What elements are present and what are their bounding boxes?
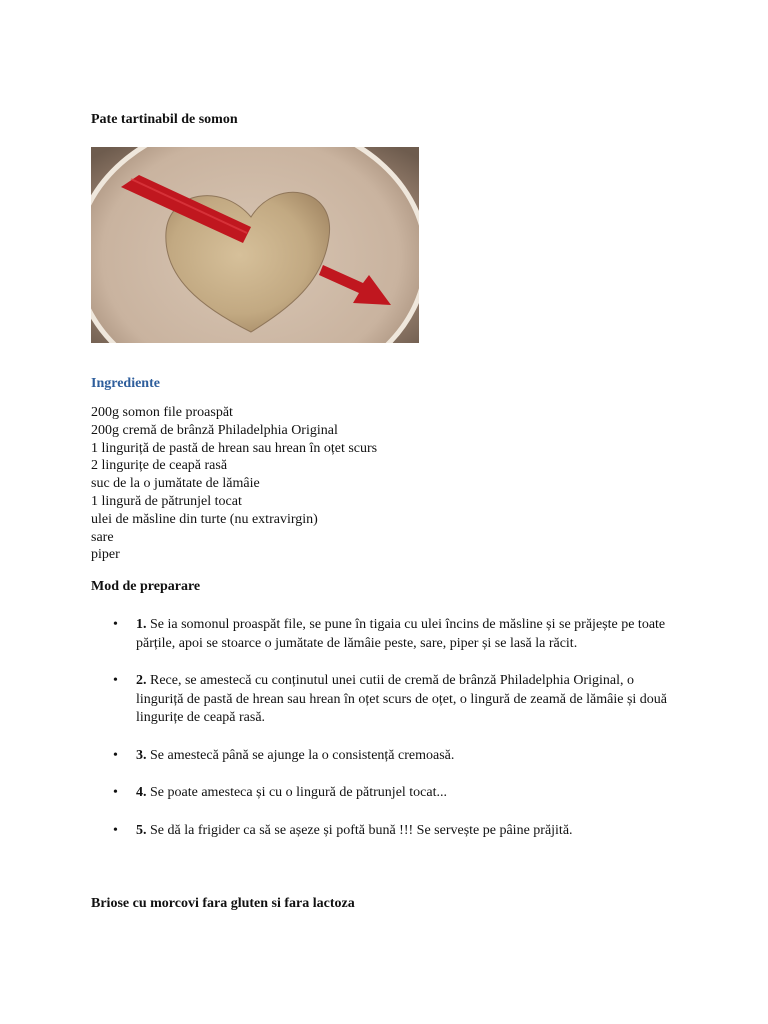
step-text: Se dă la frigider ca să se așeze și poftă bună !!! Se servește pe pâine prăjită.	[146, 822, 573, 838]
heart-salmon-pate-photo	[91, 147, 419, 343]
step-number: 2.	[136, 673, 147, 688]
method-steps	[113, 616, 683, 859]
step-number: 4.	[136, 785, 147, 800]
bullet-icon: •	[113, 747, 118, 763]
step-text: Se amestecă până se ajunge la o consistență cremoasă.	[146, 747, 455, 763]
recipe-photo	[91, 147, 419, 343]
ingredient-item: sare	[91, 529, 114, 545]
bullet-icon: •	[113, 822, 118, 838]
step-number: 5.	[136, 822, 147, 838]
ingredient-item: suc de la o jumătate de lămâie	[91, 476, 260, 492]
ingredient-item: 200g somon file proaspăt	[91, 405, 233, 420]
ingredients-heading: Ingrediente	[91, 376, 160, 391]
next-recipe-title: Briose cu morcovi fara gluten si fara lactoza	[91, 896, 355, 911]
step-item	[113, 784, 683, 803]
ingredients-list	[91, 404, 377, 564]
ingredient-item: 1 linguriță de pastă de hrean sau hrean în oțet scurs	[91, 440, 378, 456]
step-text: Se poate amesteca și cu o lingură de pătrunjel tocat...	[146, 785, 448, 800]
step-number: 3.	[136, 747, 147, 763]
step-item	[113, 747, 683, 766]
step-text: Rece, se amestecă cu conținutul unei cutii de cremă de brânză Philadelphia Original, o linguriță de pastă de hrean sau hrean în oțet scurs de oțet, o lingură de zeamă de lămâie și două lingurițe de ceapă rasă.	[136, 673, 668, 725]
ingredient-item: 200g cremă de brânză Philadelphia Original	[91, 422, 338, 438]
step-item	[113, 616, 683, 653]
bullet-icon: •	[113, 673, 118, 688]
ingredient-item: 2 lingurițe de ceapă rasă	[91, 458, 228, 474]
ingredient-item: 1 lingură de pătrunjel tocat	[91, 493, 242, 509]
ingredient-item: ulei de măsline din turte (nu extravirgin)	[91, 511, 318, 527]
step-item	[113, 672, 683, 728]
ingredient-item: piper	[91, 547, 120, 563]
step-number: 1.	[136, 617, 147, 632]
step-text: Se ia somonul proaspăt file, se pune în tigaia cu ulei încins de măsline și se prăjește pe toate părțile, apoi se stoarce o jumătate de lămâie peste, sare, piper și se lasă la răcit.	[136, 617, 666, 651]
bullet-icon: •	[113, 617, 118, 632]
bullet-icon: •	[113, 785, 118, 800]
step-item	[113, 822, 683, 841]
method-heading: Mod de preparare	[91, 579, 201, 594]
recipe-title: Pate tartinabil de somon	[91, 112, 238, 127]
